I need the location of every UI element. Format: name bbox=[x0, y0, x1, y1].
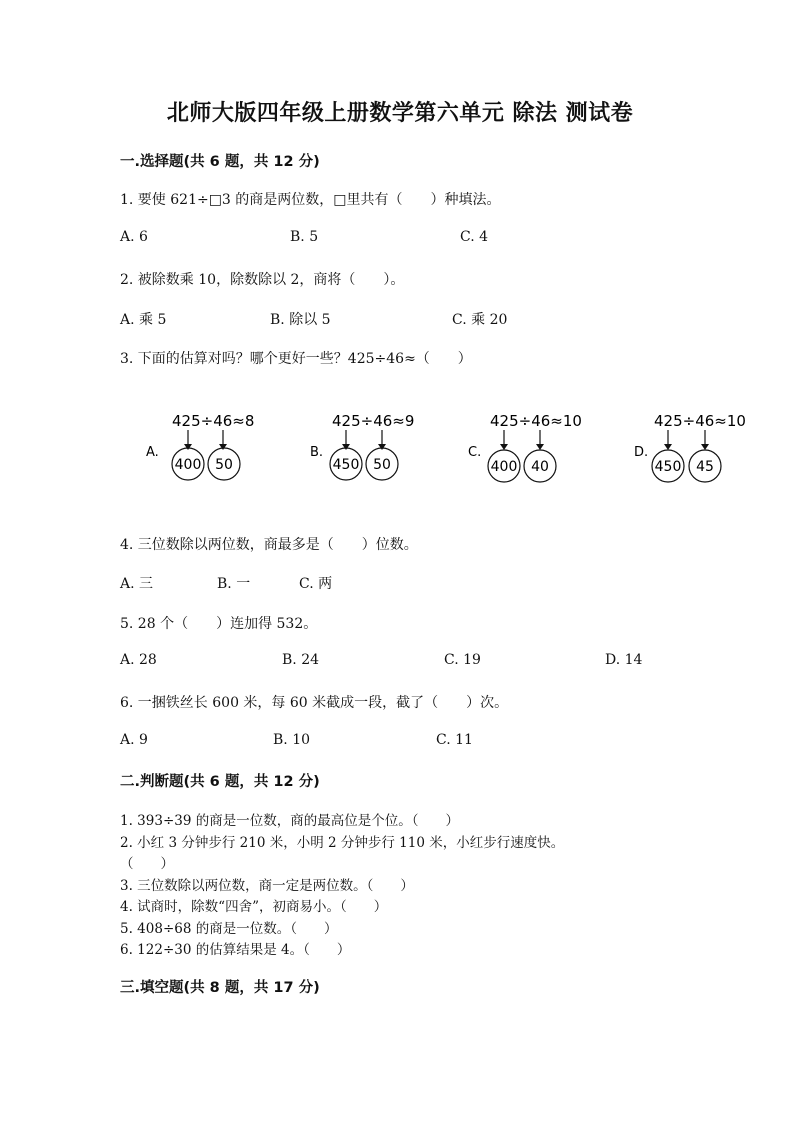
question-5: 5. 28 个（ ）连加得 532。 bbox=[120, 616, 318, 632]
judge-item-2-bracket: （ ） bbox=[120, 856, 174, 872]
q2-option-b: B. 除以 5 bbox=[270, 312, 331, 328]
q6-option-c: C. 11 bbox=[436, 732, 473, 748]
q2-option-a: A. 乘 5 bbox=[120, 312, 167, 328]
figure-b-arrowhead-right bbox=[378, 444, 386, 450]
q5-option-a: A. 28 bbox=[120, 652, 157, 668]
section-1-heading: 一.选择题(共 6 题，共 12 分) bbox=[120, 154, 320, 170]
figure-c-right-value: 40 bbox=[531, 459, 549, 475]
judge-item-2: 2. 小红 3 分钟步行 210 米，小明 2 分钟步行 110 米，小红步行速度快。 bbox=[120, 835, 565, 851]
figure-option-d bbox=[634, 412, 746, 482]
q4-option-c: C. 两 bbox=[299, 576, 333, 592]
q1-option-c: C. 4 bbox=[460, 229, 489, 245]
q5-option-b: B. 24 bbox=[282, 652, 320, 668]
figure-d-left-value: 450 bbox=[654, 459, 682, 475]
figure-d-right-value: 45 bbox=[696, 459, 714, 475]
q2-option-c: C. 乘 20 bbox=[452, 312, 508, 328]
figure-a-letter: A. bbox=[146, 445, 159, 460]
section-2-heading: 二.判断题(共 6 题，共 12 分) bbox=[120, 774, 320, 790]
figure-b-expression: 425÷46≈9 bbox=[332, 412, 415, 430]
figure-option-b bbox=[310, 412, 414, 480]
question-4: 4. 三位数除以两位数，商最多是（ ）位数。 bbox=[120, 537, 418, 553]
judge-item-5: 5. 408÷68 的商是一位数。（ ） bbox=[120, 921, 338, 937]
q4-option-a: A. 三 bbox=[120, 576, 154, 592]
q5-option-d: D. 14 bbox=[605, 652, 643, 668]
figure-b-right-value: 50 bbox=[373, 457, 391, 473]
q6-option-a: A. 9 bbox=[120, 732, 148, 748]
figure-c-arrowhead-right bbox=[536, 444, 544, 450]
figure-b-letter: B. bbox=[310, 445, 324, 460]
judge-item-4: 4. 试商时，除数“四舍”，初商易小。（ ） bbox=[120, 899, 388, 915]
judge-item-1: 1. 393÷39 的商是一位数，商的最高位是个位。（ ） bbox=[120, 813, 459, 829]
figure-b-arrowhead-left bbox=[342, 444, 350, 450]
question-2: 2. 被除数乘 10，除数除以 2，商将（ ）。 bbox=[120, 272, 405, 288]
q1-option-b: B. 5 bbox=[290, 229, 319, 245]
page-title: 北师大版四年级上册数学第六单元 除法 测试卷 bbox=[166, 101, 634, 126]
q5-option-c: C. 19 bbox=[444, 652, 481, 668]
judge-item-3: 3. 三位数除以两位数，商一定是两位数。（ ） bbox=[120, 878, 414, 894]
q4-option-b: B. 一 bbox=[217, 576, 251, 592]
question-3: 3. 下面的估算对吗？哪个更好一些？425÷46≈（ ） bbox=[120, 351, 472, 367]
figure-c-letter: C. bbox=[468, 445, 482, 460]
figure-c-expression: 425÷46≈10 bbox=[490, 412, 582, 430]
figure-a-expression: 425÷46≈8 bbox=[172, 412, 255, 430]
q1-option-a: A. 6 bbox=[120, 229, 148, 245]
figure-d-arrowhead-left bbox=[664, 444, 672, 450]
question-6: 6. 一捆铁丝长 600 米，每 60 米截成一段，截了（ ）次。 bbox=[120, 695, 509, 711]
q6-option-b: B. 10 bbox=[273, 732, 311, 748]
figure-b-left-value: 450 bbox=[332, 457, 360, 473]
figure-a-arrowhead-right bbox=[219, 444, 227, 450]
figure-a-left-value: 400 bbox=[174, 457, 202, 473]
figure-c-arrowhead-left bbox=[500, 444, 508, 450]
figure-option-a bbox=[146, 412, 254, 480]
question-1: 1. 要使 621÷□3 的商是两位数，□里共有（ ）种填法。 bbox=[120, 192, 501, 208]
figure-option-c bbox=[468, 412, 582, 482]
figure-a-right-value: 50 bbox=[215, 457, 233, 473]
figure-a-arrowhead-left bbox=[184, 444, 192, 450]
figure-d-arrowhead-right bbox=[701, 444, 709, 450]
figure-d-letter: D. bbox=[634, 445, 649, 460]
section-3-heading: 三.填空题(共 8 题，共 17 分) bbox=[120, 980, 320, 996]
figure-c-left-value: 400 bbox=[490, 459, 518, 475]
judge-item-6: 6. 122÷30 的估算结果是 4。（ ） bbox=[120, 942, 351, 958]
estimate-figure bbox=[140, 400, 760, 500]
figure-d-expression: 425÷46≈10 bbox=[654, 412, 746, 430]
